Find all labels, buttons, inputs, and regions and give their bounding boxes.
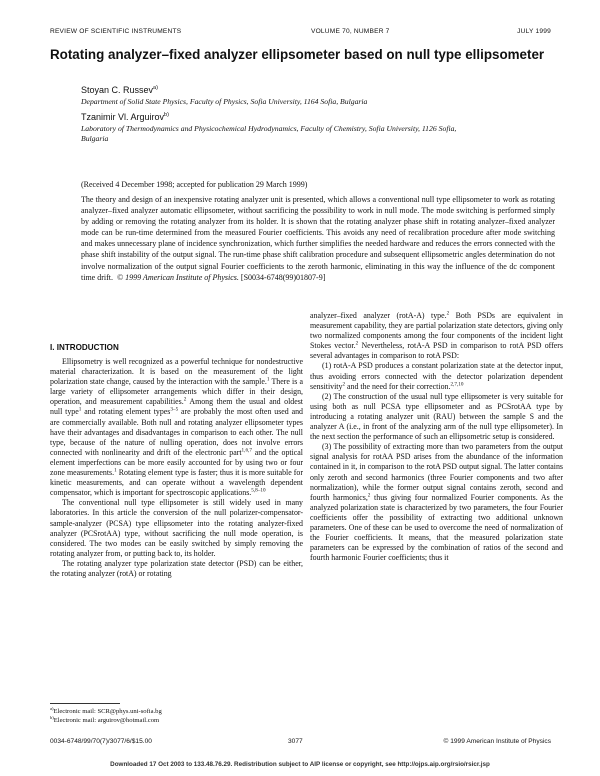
author-2: [81, 112, 169, 122]
journal-name: REVIEW OF SCIENTIFIC INSTRUMENTS: [50, 28, 182, 35]
paragraph-text: (1) rotA-A PSD produces a constant polarization state at the detector input, thus avoiding errors connected with the detector polarization dependent sensitivity: [310, 361, 563, 391]
issue-date: JULY 1999: [517, 28, 551, 35]
citation-superscript: 2,7,10: [450, 381, 464, 388]
paragraph-text: The conventional null type ellipsometer is still widely used in many laboratories. In this article the conversion of the null polarizer-compensator-sample-analyzer (PCSA) type ellipsometer into the rotating analyzer-fixed analyzer (PCSrotAA) type, without sacrificing the null mode operation, is considered. The two modes can be easily switched by simply removing the rotating analyzer from, or putting back to, its holder.: [50, 498, 303, 558]
citation-superscript: 1,6,7: [241, 447, 252, 454]
author-1-affiliation: Department of Solid State Physics, Faculty of Physics, Sofia University, 1164 Sofia, Bulgaria: [81, 97, 368, 106]
paragraph-text: Both PSDs are equivalent in measurement capability, they are partial polarization state detectors, giving only two normalized components among the four components of the incident light Stokes vector.: [310, 311, 563, 351]
citation-superscript: 2: [446, 310, 450, 317]
body-paragraph: [310, 392, 563, 442]
paragraph-text: analyzer–fixed analyzer (rotA-A) type.: [310, 311, 447, 320]
section-heading: I. INTRODUCTION: [50, 343, 119, 352]
paragraph-text: and the optical element imperfections can be more easily accounted for by using two or four zone measurements.: [50, 447, 303, 478]
citation-superscript: 1: [266, 376, 270, 383]
paragraph-text: thus giving four normalized Fourier components. As the analyzed polarization state is characterized by two parameters, the four Fourier coefficients offer the possibility of extracting two additional unknown parameters. One of these can be used to overcome the need of normalization of the Fourier coefficients. It means, that the measured polarization state parameters can be expressed by the combination of ratios of the second and fourth harmonic Fourier coefficients; thus it: [310, 492, 563, 563]
author-1: [81, 85, 158, 95]
abstract-id: [S0034-6748(99)01807-9]: [240, 272, 326, 282]
abstract-text: The theory and design of an inexpensive rotating analyzer unit is presented, which allows a conventional null type ellipsometer to work as rotating analyzer–fixed analyzer automatic ellipsometer, without sacrificing the possibility to work in null mode. The mode switching is performed simply by adding or removing the rotating analyzer from its holder. It is shown that the rotating analyzer phase shift in rotating analyzer–fixed analyzer mode can be run-time determined from the measured Fourier coefficients. This avoids any need of recalibration procedure after mode switching and makes unnecessary plane of incidence synchronization, which further simplifies the needed hardware and reduces the errors connected with the phase shift instability of the output signal. The run-time phase shift calibration procedure and subsequent ellipsometric angles determination do not involve normalization of the output signal Fourier coefficients to the zeroth harmonic, eliminating in this way the influence of the dc component time drift.: [81, 195, 555, 282]
citation-superscript: 2: [367, 492, 371, 499]
footer-copyright: © 1999 American Institute of Physics: [443, 738, 551, 745]
paragraph-text: There is a large variety of ellipsometer arrangements which differ in their design, operation, and measurement capabilities.: [50, 377, 303, 407]
footnote-b-mark: b): [50, 714, 54, 720]
body-paragraph: [310, 361, 563, 391]
abstract: [81, 194, 555, 283]
citation-superscript: 2: [355, 340, 359, 347]
author-2-affiliation: Laboratory of Thermodynamics and Physicochemical Hydrodynamics, Faculty of Chemistry, Sofia University, 1126 Sofia, Bulgaria: [81, 124, 457, 143]
body-paragraph: [50, 498, 303, 559]
paragraph-text: and rotating element types: [81, 407, 171, 417]
footnote-divider: [50, 703, 120, 704]
footnote-b-text: Electronic mail: arguirov@hotmail.com: [53, 717, 160, 724]
paragraph-text: Ellipsometry is well recognized as a powerful technique for nondestructive material characterization. It is based on the measurement of the light polarization state change, caused by the interaction with the sample.: [50, 357, 303, 387]
paragraph-text: and the need for their correction.: [345, 381, 451, 391]
page-number: 3077: [288, 738, 303, 745]
author-2-mark: b): [164, 112, 169, 118]
citation-superscript: 2: [183, 396, 187, 403]
citation-superscript: 5,8–10: [251, 487, 266, 494]
right-column: [310, 311, 563, 563]
citation-superscript: 1: [78, 406, 82, 413]
footnote-a-text: Electronic mail: SCR@phys.uni-sofia.bg: [53, 708, 162, 715]
footnote-a: [50, 705, 162, 715]
paragraph-text: (2) The construction of the usual null type ellipsometer is very suitable for using both as null PCSA type ellipsometer and as PCSrotAA type by introducing a rotating analyzer unit (RAU) between the sample S and the analyzer A (i.e., in front of the analyzing arm of the null type ellipsometer). In the next section the performance of such an ellipsometric setup is considered.: [310, 391, 563, 442]
body-paragraph: [310, 311, 563, 361]
author-1-mark: a): [153, 85, 158, 91]
paragraph-text: (3) The possibility of extracting more than two parameters from the output signal analysis for rotAA PSD arises from the abundance of the information contained in it, in comparison to the rotA PSD output signal. The latter contains only zeroth and second harmonics (three Fourier components and two after normalization), while the former output signal contains zeroth, second and fourth harmonics,: [310, 442, 563, 502]
paragraph-text: The rotating analyzer type polarization state detector (PSD) can be either, the rotating analyzer (rotA) or rotating: [50, 558, 303, 578]
left-column: [50, 357, 303, 579]
abstract-copyright: © 1999 American Institute of Physics.: [117, 272, 239, 282]
body-paragraph: [50, 357, 303, 498]
paragraph-text: Nevertheless, rotA-A PSD in comparison to rotA PSD offers several advantages in comparison to rotA PSD:: [310, 341, 563, 361]
footnote-b: [50, 714, 160, 724]
author-2-name: Tzanimir Vl. Arguirov: [81, 112, 165, 122]
footnote-a-mark: a): [50, 705, 54, 711]
paragraph-text: Among them the usual and oldest null type: [50, 397, 303, 417]
article-title: Rotating analyzer–fixed analyzer ellipsometer based on null type ellipsometer: [50, 47, 545, 62]
received-dates: (Received 4 December 1998; accepted for publication 29 March 1999): [81, 180, 308, 189]
citation-superscript: 3–5: [170, 406, 179, 413]
download-notice: Downloaded 17 Oct 2003 to 133.48.76.29. Redistribution subject to AIP license or copyright, see http://ojps.aip.org/rsio/rsicr.jsp: [110, 761, 490, 768]
author-1-name: Stoyan C. Russev: [81, 85, 154, 95]
body-paragraph: [50, 559, 303, 579]
body-paragraph: [310, 442, 563, 563]
paragraph-text: are probably the most often used and are commercially available. Both null and rotating analyzer ellipsometer types have their advantages and disadvantages in comparison to each other. The null type, because of the nature of nulling operation, does not involve errors connected with nonlinearity and drift of the electronic part: [50, 407, 303, 457]
citation-superscript: 2: [342, 381, 346, 388]
footer-code: 0034-6748/99/70(7)/3077/6/$15.00: [50, 738, 152, 745]
volume-number: VOLUME 70, NUMBER 7: [311, 28, 390, 35]
citation-superscript: 1: [114, 467, 117, 474]
paragraph-text: Rotating element type is faster; thus it is more suitable for kinetic measurements, and can operate without a wavelength dependent compensator, which is important for spectroscopic applications.: [50, 468, 304, 498]
